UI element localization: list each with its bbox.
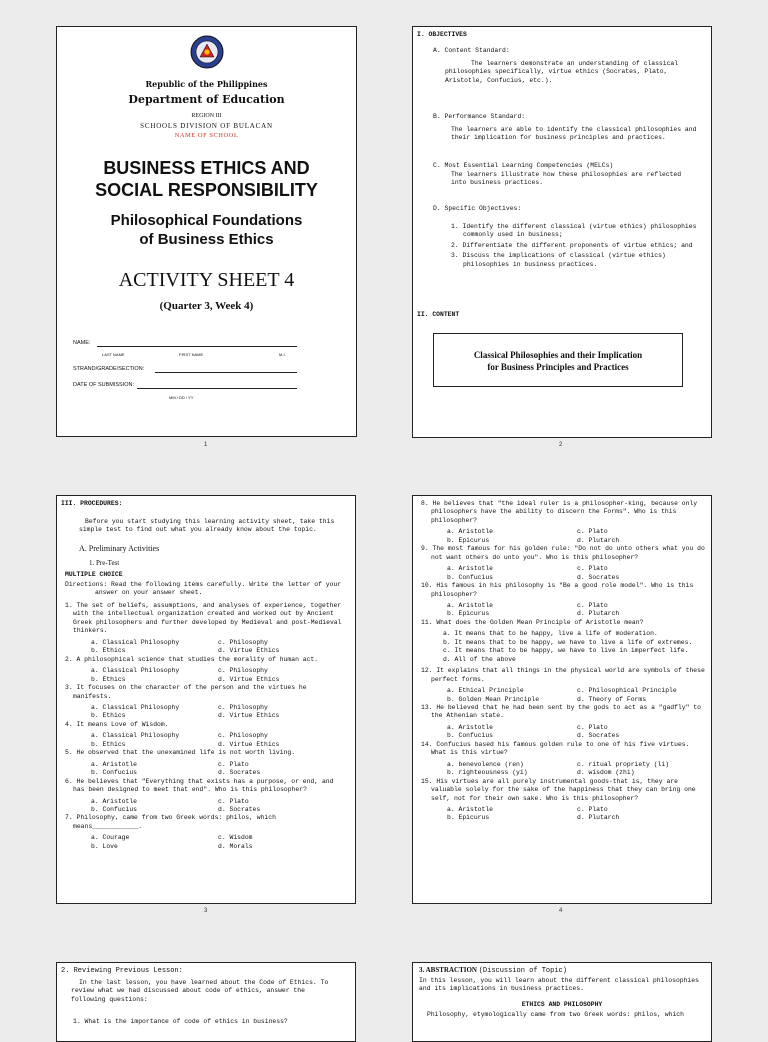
option-c: c. Plato (577, 565, 608, 573)
republic-text: Republic of the Philippines (145, 79, 268, 89)
option-c: c. Plato (218, 797, 249, 805)
option-d: d. Virtue Ethics (218, 712, 280, 720)
option-d: d. Plutarch (577, 536, 620, 544)
question-5 (65, 749, 345, 777)
option-b: b. Epicurus (447, 814, 490, 822)
question-text: 8. He believes that "the ideal ruler is a philosopher-king, because only philosophers have the ability to discern the Forms". Who is this philosopher? (421, 500, 698, 524)
question-10 (421, 582, 707, 619)
option-a: a. Classical Philosophy (91, 732, 180, 740)
option-a: a. Aristotle (447, 805, 494, 813)
specific-objectives-list (451, 223, 699, 269)
preliminary-heading: A. Preliminary Activities (79, 544, 160, 553)
region-text: REGION III (191, 113, 222, 119)
deped-seal-icon (190, 35, 224, 69)
page-number-2: 2 (559, 442, 563, 448)
option-b: b. Confucius (91, 805, 138, 813)
option-c: c. Philosophy (218, 638, 268, 646)
option-c: c. Plato (577, 601, 608, 609)
strand-label: STRAND/GRADE/SECTION: (73, 366, 145, 372)
performance-standard-heading: B. Performance Standard: (433, 113, 526, 120)
option-b: b. Ethics (91, 740, 126, 748)
question-text: 1. The set of beliefs, assumptions, and analyses of experience, together with the intellectual organization created and worked out by Ancient Greek philosophers and further developed by Medieval and post-Medieval thinkers. (65, 602, 342, 635)
abstraction-title: 3. ABSTRACTION (419, 966, 477, 974)
melc-text: The learners illustrate how these philosophies are reflected into business practices. (451, 171, 682, 187)
option-b: b. Love (91, 842, 118, 850)
question-text: 10. His famous in his philosophy is "Be a good role model". Who is this philosopher? (421, 582, 694, 598)
procedures-heading: III. PROCEDURES: (61, 500, 123, 507)
option-c: c. Plato (577, 528, 608, 536)
option-d: d. Plutarch (577, 610, 620, 618)
option-b: b. Ethics (91, 675, 126, 683)
option-d: d. Plutarch (577, 814, 620, 822)
department-text: Department of Education (128, 93, 285, 106)
option-d: d. Virtue Ethics (218, 740, 280, 748)
question-text: 7. Philosophy, came from two Greek words: philos, which means____________. (65, 814, 276, 830)
page-6-abstraction (412, 962, 712, 1042)
option-b: b. Confucius (447, 732, 494, 740)
last-name-label: LAST NAME (102, 352, 125, 357)
division-text: SCHOOLS DIVISION OF BULACAN (140, 122, 273, 130)
page-number-1: 1 (204, 442, 208, 448)
option-b: b. righteousness (yi) (447, 769, 528, 777)
option-a: a. It means that to be happy, live a life of moderation. (443, 630, 658, 638)
date-label: DATE OF SUBMISSION: (73, 382, 135, 388)
specific-objective-3: 3. Discuss the implications of classical (virtue ethics) philosophies in business practices. (451, 252, 666, 268)
question-text: 13. He believed that he had been sent by the gods to act as a "gadfly" to the Athenian state. (421, 703, 701, 720)
question-text: 14. Confucius based his famous golden rule to one of his five virtues. What is this virtue? (421, 740, 690, 757)
strand-field[interactable] (155, 366, 297, 373)
content-standard-text: The learners demonstrate an understanding of classical philosophies specifically, virtue ethics (Socrates, Plato, Aristotle, Confucius, etc.). (445, 60, 679, 84)
content-topic-box (433, 333, 683, 387)
pretest-heading: 1. Pre-Test (89, 559, 120, 567)
option-b: b. Epicurus (447, 536, 490, 544)
option-c: c. It means that to be happy, we have to live in imperfect life. (443, 647, 689, 655)
question-text: 4. It means Love of Wisdom. (65, 720, 169, 728)
question-11 (421, 619, 707, 664)
page-3-pretest (56, 495, 356, 904)
option-b: b. It means that to be happy, we have to live a life of extremes. (443, 638, 693, 646)
option-a: a. Aristotle (91, 797, 138, 805)
activity-title: ACTIVITY SHEET 4 (118, 269, 295, 291)
question-text: 5. He observed that the unexamined life is not worth living. (65, 749, 296, 757)
question-text: 12. It explains that all things in the physical world are symbols of these perfect forms. (421, 667, 705, 683)
page-number-3: 3 (204, 908, 208, 914)
option-c: c. Plato (577, 805, 608, 813)
option-d: d. Socrates (577, 732, 620, 740)
question-text: 9. The most famous for his golden rule: "Do not do unto others what you do not want others do unto you". Who is this philosopher? (421, 545, 705, 561)
quarter-text: (Quarter 3, Week 4) (159, 300, 254, 312)
objectives-heading: I. OBJECTIVES (417, 31, 467, 38)
option-c: c. Philosophical Principle (577, 687, 677, 695)
ethics-philosophy-heading: ETHICS AND PHILOSOPHY (521, 1001, 603, 1008)
specific-objective-1: 1. Identify the different classical (virtue ethics) philosophies commonly used in business; (451, 223, 697, 239)
question-text: 3. It focuses on the character of the person and the virtues he manifests. (65, 684, 307, 700)
option-d: d. Theory of Forms (577, 695, 647, 703)
option-c: c. Plato (218, 760, 249, 768)
option-d: d. Socrates (577, 573, 620, 581)
abstraction-paragraph: Philosophy, etymologically came from two Greek words: philos, which (427, 1011, 684, 1018)
review-question-1: 1. What is the importance of code of ethics in business? (73, 1018, 288, 1025)
question-15 (421, 778, 707, 823)
page-5-review (56, 962, 356, 1042)
page-number-4: 4 (559, 908, 563, 914)
question-6 (65, 778, 345, 815)
option-b: b. Confucius (447, 573, 494, 581)
option-a: a. Classical Philosophy (91, 667, 180, 675)
question-text: 15. His virtues are all purely instrumental goods-that is, they are valuable solely for the sake of the happiness that they can bring one self, not for their own sake. Who is this philosopher? (421, 777, 696, 802)
pretest-questions-8-15 (421, 500, 707, 823)
school-name: NAME OF SCHOOL (174, 132, 239, 139)
review-text: In the last lesson, you have learned about the Code of Ethics. To review what we had discussed about code of ethics, answer the following questions: (71, 979, 329, 1003)
page-4-pretest-continued (412, 495, 712, 904)
question-text: 6. He believes that "Everything that exists has a purpose, or end, and has been designed to meet that end". Who is this philosopher? (65, 777, 334, 794)
option-c: c. Philosophy (218, 732, 268, 740)
question-2 (65, 656, 345, 684)
question-text: 11. What does the Golden Mean Principle of Aristotle mean? (421, 618, 644, 626)
page-1-cover (56, 26, 357, 437)
option-d: d. Socrates (218, 805, 261, 813)
option-c: c. Plato (577, 723, 608, 731)
directions-text: Directions: Read the following items carefully. Write the letter of your answer on your answer sheet. (65, 581, 342, 597)
option-c: c. Wisdom (218, 834, 253, 842)
content-heading: II. CONTENT (417, 311, 460, 318)
option-a: a. Aristotle (447, 565, 494, 573)
specific-objective-2: 2. Differentiate the different proponents of virtue ethics; and (451, 241, 693, 249)
option-c: c. ritual propriety (li) (577, 760, 670, 768)
content-topic-line-2: for Business Principles and Practices (487, 362, 629, 372)
option-a: a. Aristotle (447, 601, 494, 609)
option-d: d. Morals (218, 842, 253, 850)
mi-label: M.I. (279, 352, 286, 357)
option-d: d. All of the above (443, 655, 516, 663)
abstraction-intro: In this lesson, you will learn about the different classical philosophies and its implications in business practices. (419, 977, 699, 993)
subject-line-2: SOCIAL RESPONSIBILITY (95, 180, 318, 200)
option-b: b. Epicurus (447, 610, 490, 618)
multiple-choice-heading: MULTIPLE CHOICE (65, 571, 123, 578)
question-12 (421, 667, 707, 704)
name-field[interactable] (97, 340, 297, 347)
question-1 (65, 602, 345, 656)
question-14 (421, 741, 707, 778)
topic-line-2: of Business Ethics (139, 231, 274, 248)
content-standard-heading: A. Content Standard: (433, 47, 510, 54)
date-format-label: MM / DD / YY (169, 395, 194, 400)
question-8 (421, 500, 707, 545)
topic-title (57, 211, 356, 249)
abstraction-subtitle: (Discussion of Topic) (478, 967, 567, 975)
specific-objectives-heading: D. Specific Objectives: (433, 205, 522, 212)
subject-title (57, 157, 356, 201)
first-name-label: FIRST NAME (179, 352, 204, 357)
question-text: 2. A philosophical science that studies the morality of human act. (65, 655, 319, 663)
option-d: d. Socrates (218, 769, 261, 777)
question-4 (65, 721, 345, 749)
name-label: NAME: (73, 340, 91, 346)
review-heading: 2. Reviewing Previous Lesson: (61, 967, 183, 975)
option-d: d. wisdom (zhi) (577, 769, 635, 777)
abstraction-heading (419, 966, 567, 976)
option-a: a. Aristotle (447, 528, 494, 536)
option-c: c. Philosophy (218, 703, 268, 711)
performance-standard-text: The learners are able to identify the classical philosophies and their implication for business principles and practices. (451, 126, 697, 142)
option-a: a. Classical Philosophy (91, 703, 180, 711)
pretest-questions-1-7 (65, 602, 345, 851)
question-7 (65, 814, 345, 851)
page-2-objectives (412, 26, 712, 438)
option-a: a. Aristotle (91, 760, 138, 768)
melc-heading: C. Most Essential Learning Competencies (MELCs) (433, 162, 614, 169)
option-b: b. Confucius (91, 769, 138, 777)
option-d: d. Virtue Ethics (218, 675, 280, 683)
option-a: a. Classical Philosophy (91, 638, 180, 646)
option-d: d. Virtue Ethics (218, 647, 280, 655)
subject-line-1: BUSINESS ETHICS AND (103, 158, 310, 178)
question-3 (65, 684, 345, 721)
date-field[interactable] (137, 382, 297, 389)
pretest-intro: Before you start studying this learning activity sheet, take this simple test to find out what you already know about the topic. (79, 518, 335, 534)
question-13 (421, 704, 707, 741)
option-b: b. Golden Mean Principle (447, 695, 540, 703)
option-a: a. Courage (91, 834, 130, 842)
option-b: b. Ethics (91, 647, 126, 655)
topic-line-1: Philosophical Foundations (110, 212, 303, 229)
option-a: a. Aristotle (447, 723, 494, 731)
option-a: a. Ethical Principle (447, 687, 524, 695)
option-b: b. Ethics (91, 712, 126, 720)
option-a: a. benevolence (ren) (447, 760, 524, 768)
content-topic-line-1: Classical Philosophies and their Implication (473, 350, 643, 360)
option-c: c. Philosophy (218, 667, 268, 675)
question-9 (421, 545, 707, 582)
